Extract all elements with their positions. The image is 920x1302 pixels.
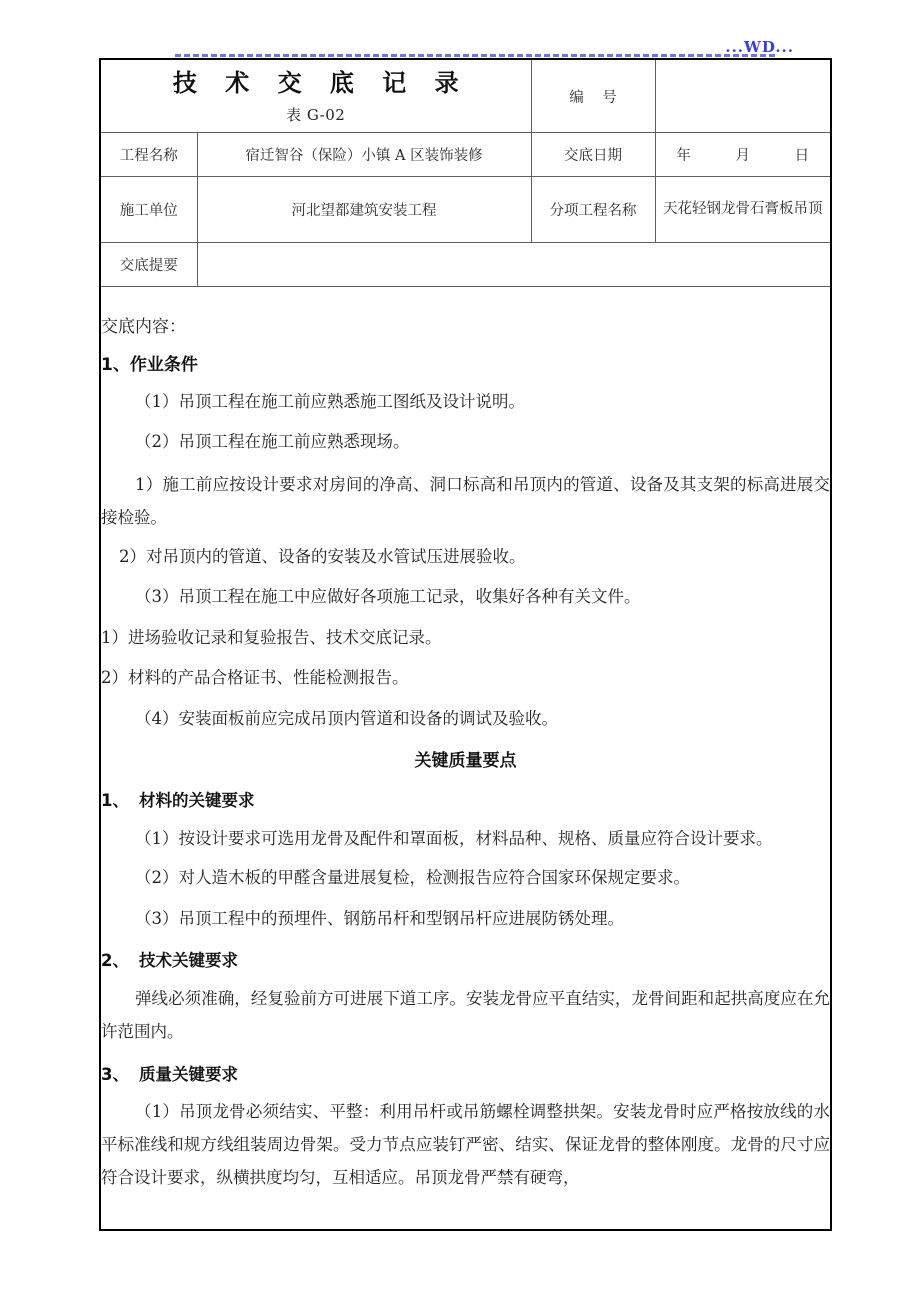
table-row-unit bbox=[100, 177, 831, 243]
number-value-cell[interactable] bbox=[655, 59, 831, 133]
table-row-content bbox=[100, 287, 831, 1231]
disclosure-date-label: 交底日期 bbox=[531, 133, 655, 177]
construction-unit-label: 施工单位 bbox=[100, 177, 197, 243]
section-number: 3、 bbox=[101, 1064, 129, 1084]
subitem-name-label: 分项工程名称 bbox=[531, 177, 655, 243]
list-item: 1）进场验收记录和复验报告、技术交底记录。 bbox=[101, 627, 442, 647]
key-quality-points-heading: 关键质量要点 bbox=[414, 751, 517, 772]
list-item: （3）吊顶工程中的预埋件、钢筋吊杆和型钢吊杆应进展防锈处理。 bbox=[135, 908, 624, 928]
number-label-cell bbox=[531, 59, 655, 133]
title-cell bbox=[100, 59, 531, 133]
list-item: （3）吊顶工程在施工中应做好各项施工记录，收集好各种有关文件。 bbox=[135, 587, 641, 607]
section-number: 1、 bbox=[101, 791, 129, 811]
summary-value[interactable] bbox=[197, 243, 831, 287]
list-item: 2）材料的产品合格证书、性能检测报告。 bbox=[101, 668, 409, 688]
watermark-text: ...WD... bbox=[725, 38, 794, 56]
section-title: 技术关键要求 bbox=[139, 951, 238, 971]
section-heading-technical-requirements bbox=[101, 948, 830, 974]
project-name-label: 工程名称 bbox=[100, 133, 197, 177]
watermark-dashed-rule bbox=[175, 54, 775, 57]
disclosure-date-value: 年 月 日 bbox=[655, 133, 831, 177]
section-heading-quality-requirements bbox=[101, 1062, 830, 1088]
summary-label: 交底提要 bbox=[100, 243, 197, 287]
section-title: 质量关键要求 bbox=[139, 1064, 238, 1084]
content-cell bbox=[100, 287, 831, 1231]
table-row-project bbox=[100, 133, 831, 177]
list-item: （1）吊顶工程在施工前应熟悉施工图纸及设计说明。 bbox=[135, 391, 525, 411]
subitem-name-value: 天花轻钢龙骨石膏板吊顶 bbox=[655, 177, 831, 243]
content-intro: 交底内容： bbox=[101, 316, 186, 337]
table-row-summary bbox=[100, 243, 831, 287]
section-heading-working-conditions: 1、作业条件 bbox=[101, 355, 198, 376]
list-item: （2）对人造木板的甲醛含量进展复检，检测报告应符合国家环保规定要求。 bbox=[135, 868, 690, 888]
number-label: 编 号 bbox=[569, 89, 624, 106]
section-title: 材料的关键要求 bbox=[139, 791, 255, 811]
project-name-value: 宿迁智谷（保险）小镇 A 区装饰装修 bbox=[197, 133, 531, 177]
list-item: （1）按设计要求可选用龙骨及配件和罩面板，材料品种、规格、质量应符合设计要求。 bbox=[135, 829, 773, 849]
list-item: 1）施工前应按设计要求对房间的净高、洞口标高和吊顶内的管道、设备及其支架的标高进展交接检验。 bbox=[101, 474, 830, 527]
technical-disclosure-table bbox=[99, 58, 832, 1231]
form-code: 表 G-02 bbox=[286, 105, 346, 124]
section-number: 2、 bbox=[101, 951, 129, 971]
paragraph: 弹线必须准确，经复验前方可进展下道工序。安装龙骨应平直结实，龙骨间距和起拱高度应在允许范围内。 bbox=[101, 988, 830, 1041]
list-item: 2）对吊顶内的管道、设备的安装及水管试压进展验收。 bbox=[119, 546, 526, 566]
list-item: （4）安装面板前应完成吊顶内管道和设备的调试及验收。 bbox=[135, 708, 558, 728]
table-row-title bbox=[100, 59, 831, 133]
section-heading-material-requirements bbox=[101, 788, 830, 814]
watermark bbox=[99, 38, 832, 58]
page-title: 技 术 交 底 记 录 bbox=[172, 68, 469, 97]
construction-unit-value: 河北望都建筑安装工程 bbox=[197, 177, 531, 243]
content-body bbox=[101, 314, 830, 1194]
list-item: （2）吊顶工程在施工前应熟悉现场。 bbox=[135, 432, 410, 452]
paragraph: （1）吊顶龙骨必须结实、平整：利用吊杆或吊筋螺栓调整拱架。安装龙骨时应严格按放线的水平标准线和规方线组装周边骨架。受力节点应装钉严密、结实、保证龙骨的整体刚度。龙骨的尺寸应符合设计要求，纵横拱度均匀，互相适应。吊顶龙骨严禁有硬弯， bbox=[101, 1102, 830, 1188]
